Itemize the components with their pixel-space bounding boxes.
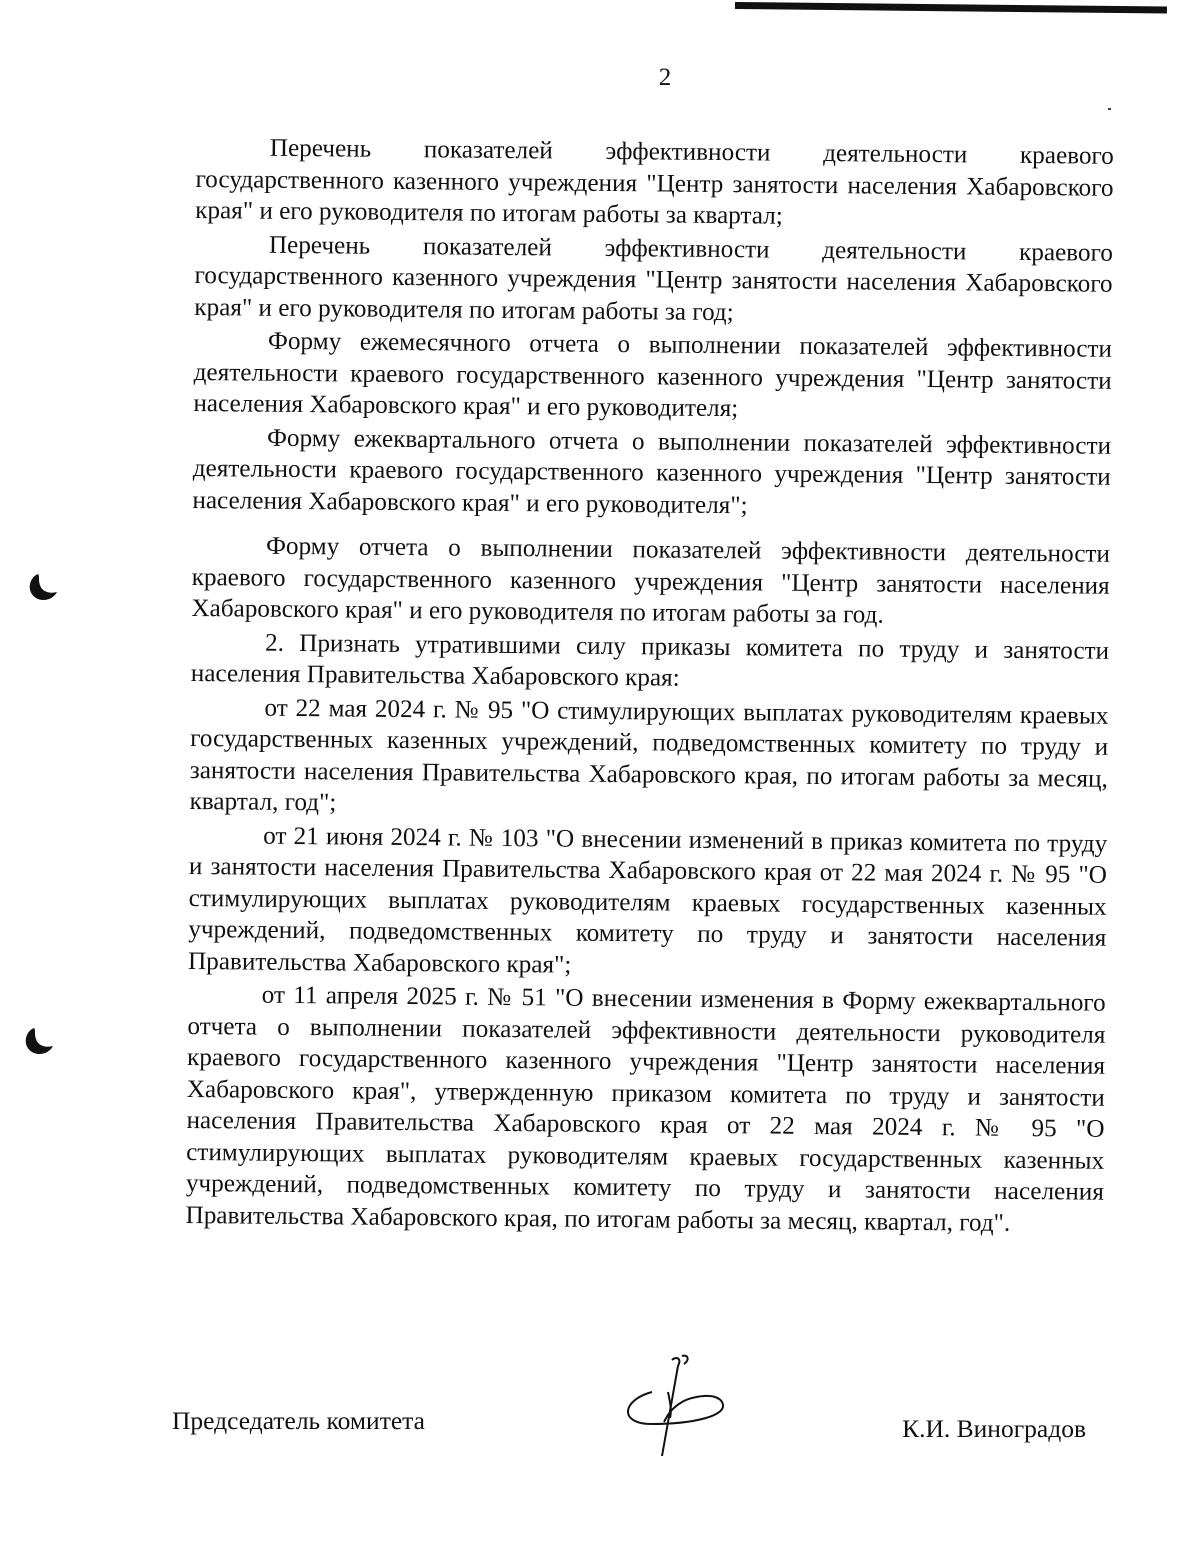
paragraph-quarterly-report-form: Форму ежеквартального отчета о выполнении показателей эффективности деятельности краевого государственного казенного учреждения "Центр занятости населения Хабаровского края" и его руководителя"; — [192, 424, 1112, 519]
paragraph-annual-report-form: Форму отчета о выполнении показателей эффективности деятельности краевого государственного казенного учреждения "Центр занятости населения Хабаровского края" и его руководителя по итогам работы за год. — [191, 532, 1111, 629]
scan-edge-bar — [735, 2, 1167, 14]
page-number: 2 — [658, 64, 672, 91]
signature-block — [172, 1392, 1092, 1462]
paragraph-order-103: от 21 июня 2024 г. № 103 "О внесении изменений в приказ комитета по труду и занятости населения Правительства Хабаровского края от 22 мая 2024 г. № 95 "О стимулирующих выплатах руководителям краевых государственных казенных учреждений, подведомственных комитету по труду и занятости населения Правительства Хабаровского края"; — [187, 822, 1108, 979]
paragraph-monthly-report-form: Форму ежемесячного отчета о выполнении показателей эффективности деятельности краевого государственного казенного учреждения "Центр занятости населения Хабаровского края" и его руководителя; — [193, 327, 1113, 423]
punch-hole-mark — [24, 572, 58, 602]
punch-hole-mark — [20, 1026, 54, 1056]
signatory-title: Председатель комитета — [172, 1406, 425, 1435]
document-body — [185, 132, 1114, 1242]
paragraph-annual-indicators: Перечень показателей эффективности деятельности краевого государственного казенного учреждения "Центр занятости населения Хабаровского края" и его руководителя по итогам работы за год; — [194, 231, 1114, 326]
paragraph-item-2: 2. Признать утратившими силу приказы комитета по труду и занятости населения Правительства Хабаровского края: — [190, 629, 1110, 692]
paragraph-quarterly-indicators: Перечень показателей эффективности деятельности краевого государственного казенного учреждения "Центр занятости населения Хабаровского края" и его руководителя по итогам работы за квартал; — [195, 134, 1114, 230]
paragraph-order-51: от 11 апреля 2025 г. № 51 "О внесении изменения в Форму ежеквартального отчета о выполнении показателей эффективности деятельности руководителя краевого государственного казенного учреждения "Центр занятости населения Хабаровского края", утвержденную приказом комитета по труду и занятости населения Правительства Хабаровского края от 22 мая 2024 г. № 95 "О стимулирующих выплатах руководителям краевых государственных казенных учреждений, подведомственных комитету по труду и занятости населения Правительства Хабаровского края, по итогам работы за месяц, квартал, год". — [185, 981, 1106, 1237]
signatory-name: К.И. Виноградов — [902, 1414, 1086, 1443]
handwritten-signature — [612, 1352, 732, 1462]
paragraph-order-95: от 22 мая 2024 г. № 95 "О стимулирующих выплатах руководителям краевых государственных казенных учреждений, подведомственных комитету по труду и занятости населения Правительства Хабаровского края, по итогам работы за месяц, квартал, год"; — [189, 694, 1109, 817]
scan-speck — [1108, 108, 1111, 110]
